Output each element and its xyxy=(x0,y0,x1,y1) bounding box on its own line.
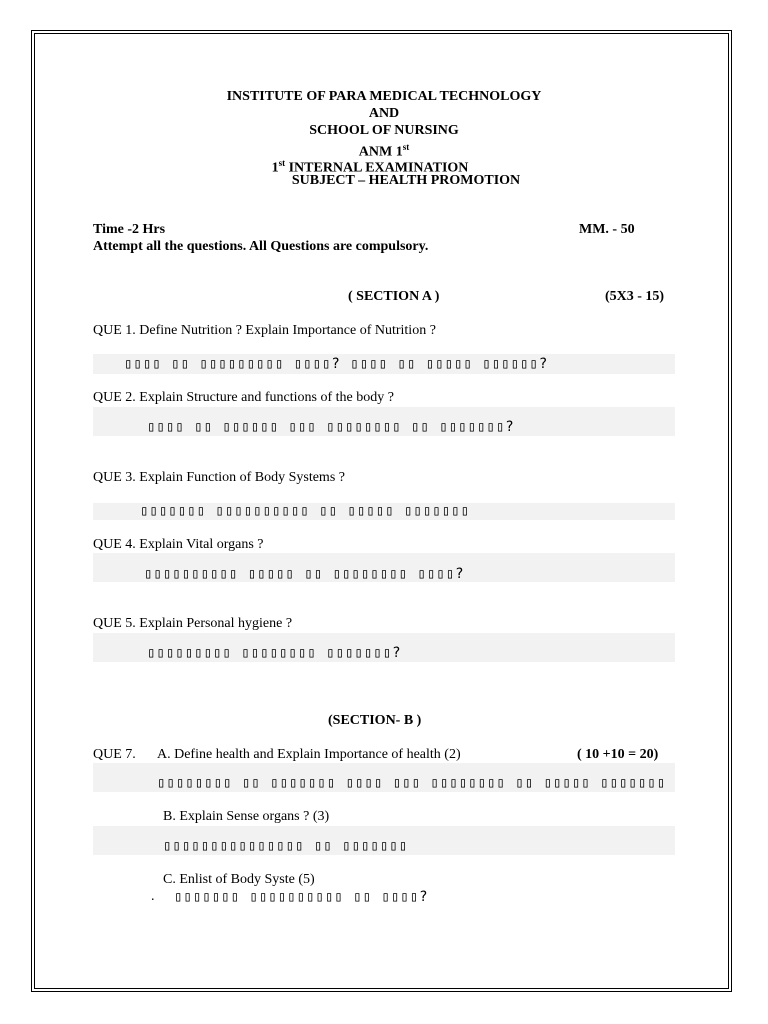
question-7c: C. Enlist of Body Syste (5) xyxy=(163,872,315,887)
question-2: QUE 2. Explain Structure and functions of the body ? xyxy=(93,390,394,405)
section-a-marks: (5X3 - 15) xyxy=(605,289,665,304)
section-b-title: (SECTION- B ) xyxy=(328,713,422,728)
course-sup: st xyxy=(402,142,410,152)
course-name: ANM 1 xyxy=(358,144,403,160)
question-4-hindi: ▯▯▯▯▯▯▯▯▯▯ ▯▯▯▯▯ ▯▯ ▯▯▯▯▯▯▯▯ ▯▯▯▯? xyxy=(144,566,465,582)
question-1: QUE 1. Define Nutrition ? Explain Importance of Nutrition ? xyxy=(93,323,436,338)
question-7b-hindi: ▯▯▯▯▯▯▯▯▯▯▯▯▯▯▯ ▯▯ ▯▯▯▯▯▯▯ xyxy=(163,838,409,854)
exam-sup: st xyxy=(278,158,286,168)
question-7c-dot: . xyxy=(151,889,155,904)
question-5-hindi: ▯▯▯▯▯▯▯▯▯ ▯▯▯▯▯▯▯▯ ▯▯▯▯▯▯▯? xyxy=(147,645,402,661)
exam-name: INTERNAL EXAMINATION xyxy=(285,160,469,176)
max-marks-label: MM. - 50 xyxy=(579,222,635,237)
question-7-label: QUE 7. xyxy=(93,747,136,762)
question-7a-hindi: ▯▯▯▯▯▯▯▯ ▯▯ ▯▯▯▯▯▯▯ ▯▯▯▯ ▯▯▯ ▯▯▯▯▯▯▯▯ ▯▯ ▯▯▯▯▯ ▯▯▯▯▯▯▯ xyxy=(157,775,667,791)
question-3: QUE 3. Explain Function of Body Systems ? xyxy=(93,470,345,485)
question-7a: A. Define health and Explain Importance of health (2) xyxy=(157,747,461,762)
section-a-title: ( SECTION A ) xyxy=(348,289,440,304)
instruction-text: Attempt all the questions. All Questions are compulsory. xyxy=(93,239,429,254)
time-label: Time -2 Hrs xyxy=(93,222,166,237)
question-3-hindi: ▯▯▯▯▯▯▯ ▯▯▯▯▯▯▯▯▯▯ ▯▯ ▯▯▯▯▯ ▯▯▯▯▯▯▯ xyxy=(140,503,471,519)
header-and: AND xyxy=(368,106,400,121)
question-4: QUE 4. Explain Vital organs ? xyxy=(93,537,264,552)
exam-number: 1 xyxy=(271,160,279,176)
question-1-hindi: ▯▯▯▯ ▯▯ ▯▯▯▯▯▯▯▯▯ ▯▯▯▯? ▯▯▯▯ ▯▯ ▯▯▯▯▯ ▯▯▯▯▯▯? xyxy=(124,356,549,372)
institute-name: INSTITUTE OF PARA MEDICAL TECHNOLOGY xyxy=(226,89,542,104)
question-7c-hindi: ▯▯▯▯▯▯▯ ▯▯▯▯▯▯▯▯▯▯ ▯▯ ▯▯▯▯? xyxy=(174,889,429,905)
school-name: SCHOOL OF NURSING xyxy=(309,123,459,138)
question-7-marks: ( 10 +10 = 20) xyxy=(577,747,659,762)
question-7b: B. Explain Sense organs ? (3) xyxy=(163,809,330,824)
question-2-hindi: ▯▯▯▯ ▯▯ ▯▯▯▯▯▯ ▯▯▯ ▯▯▯▯▯▯▯▯ ▯▯ ▯▯▯▯▯▯▯? xyxy=(147,419,515,435)
subject-title: SUBJECT – HEALTH PROMOTION xyxy=(291,173,521,188)
question-5: QUE 5. Explain Personal hygiene ? xyxy=(93,616,293,631)
